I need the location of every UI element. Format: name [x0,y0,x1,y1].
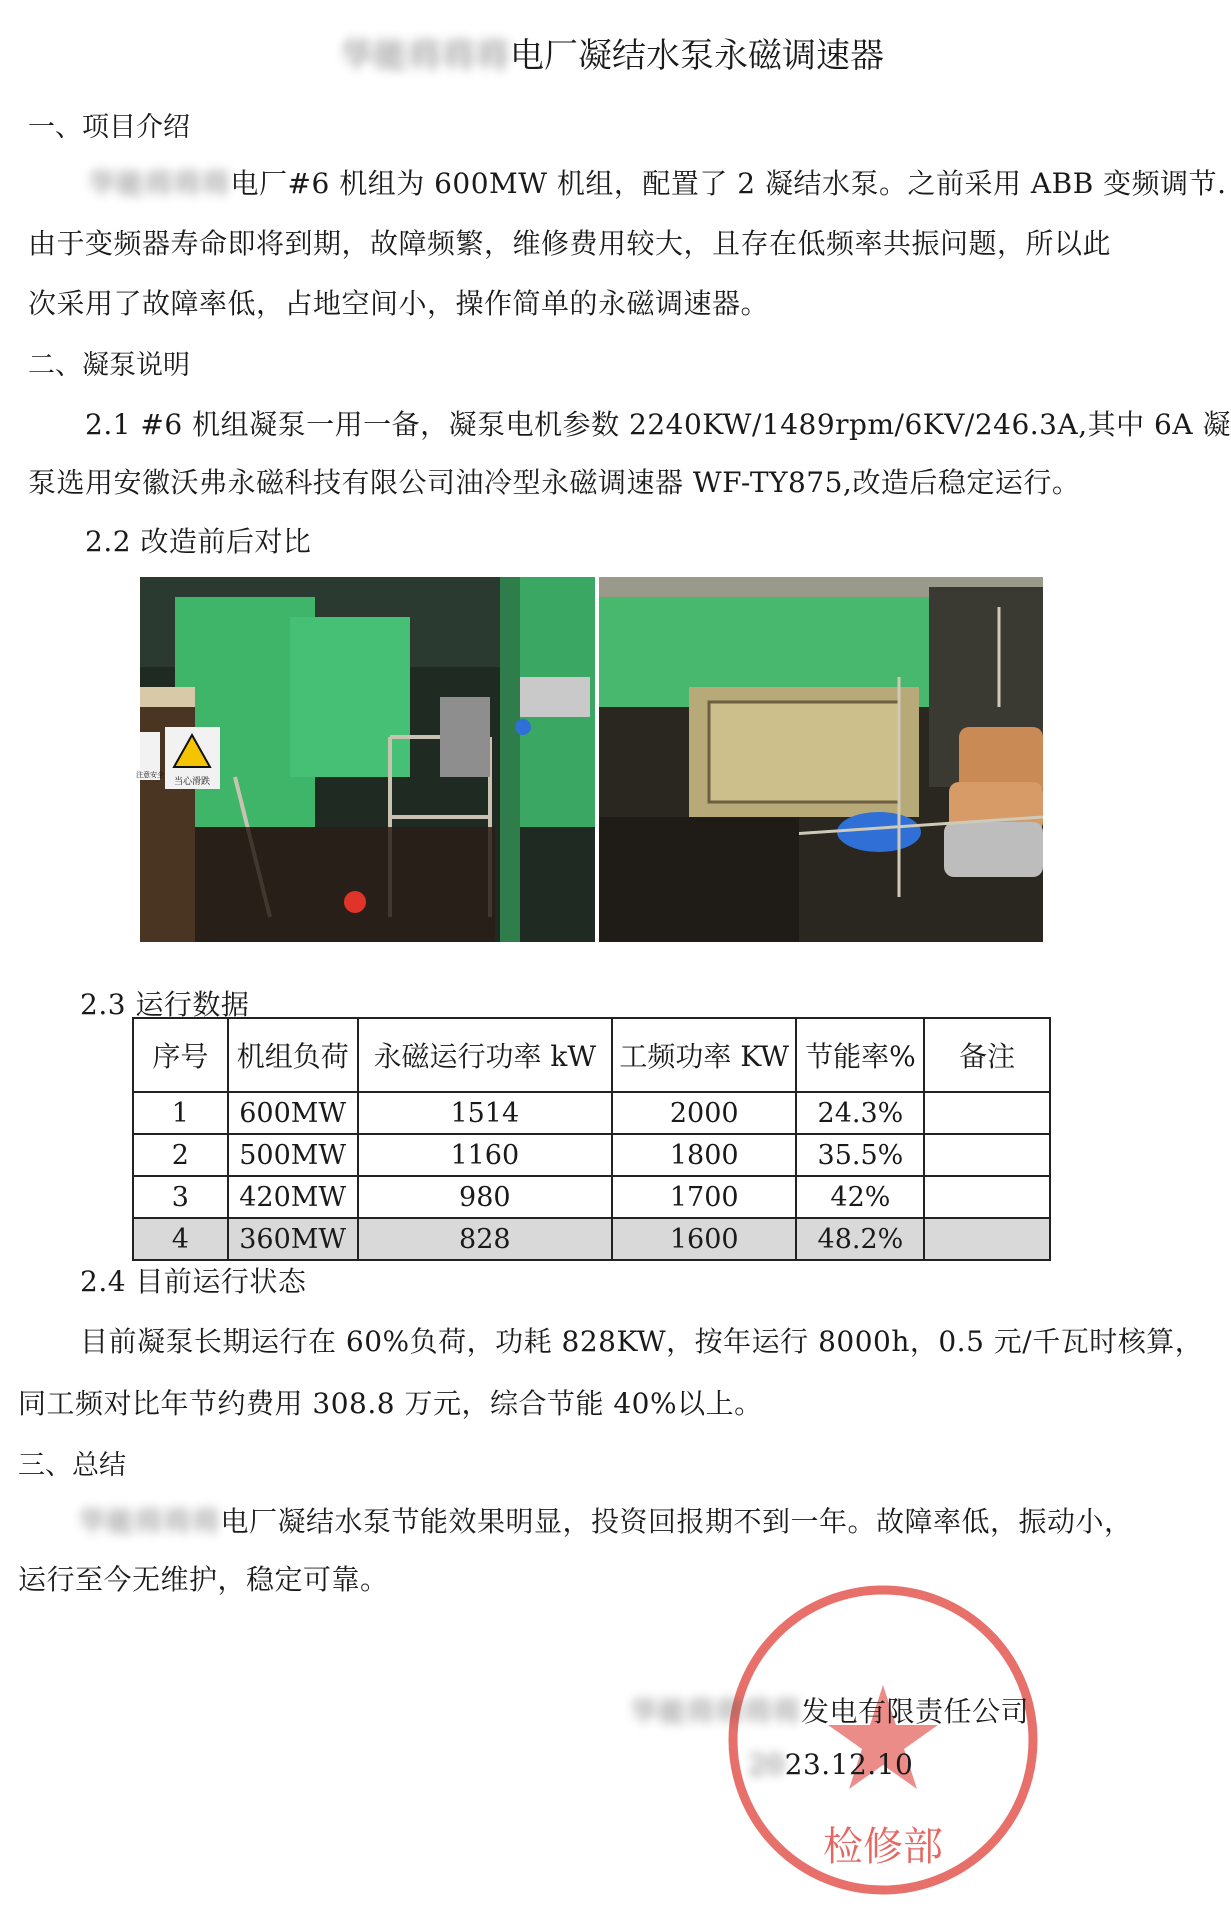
table-cell: 1160 [358,1134,612,1176]
sec2-1-line1: 2.1 #6 机组凝泵一用一备，凝泵电机参数 2240KW/1489rpm/6KV/246.3A,其中 6A 凝 [85,408,1231,441]
sec2-4-heading: 2.4 目前运行状态 [80,1265,307,1298]
section-2-heading: 二、凝泵说明 [28,350,190,381]
photo-after [599,577,1043,942]
sec2-4-line2: 同工频对比年节约费用 308.8 万元，综合节能 40%以上。 [18,1387,763,1420]
page-title: 华能将将将电厂凝结水泵永磁调速器 [340,28,884,77]
company-seal [718,1575,1048,1905]
table-cell: 1 [133,1092,228,1134]
table-cell: 48.2% [796,1218,924,1260]
col-header: 永磁运行功率 kW [358,1018,612,1092]
table-cell: 500MW [228,1134,358,1176]
svg-text:注意安全: 注意安全 [136,771,164,779]
col-header: 备注 [924,1018,1050,1092]
sec1-line1: 华能将将将电厂#6 机组为 600MW 机组，配置了 2 凝结水泵。之前采用 ABB 变频调节. [88,162,1227,202]
svg-text:检修部: 检修部 [823,1824,943,1870]
section-3-heading: 三、总结 [18,1450,126,1481]
table-cell: 420MW [228,1176,358,1218]
sec3-line2: 运行至今无维护，稳定可靠。 [18,1563,389,1596]
table-cell: 4 [133,1218,228,1260]
signature-date: 2023.12.10 [748,1748,914,1781]
table-cell: 600MW [228,1092,358,1134]
table-row [133,1092,1050,1134]
table-cell: 2000 [612,1092,797,1134]
table-cell: 1600 [612,1218,797,1260]
table-row [133,1176,1050,1218]
table-row [133,1218,1050,1260]
redacted-plant-name: 华能将将将 [88,167,231,200]
table-cell: 3 [133,1176,228,1218]
table-cell [924,1092,1050,1134]
photo-before [136,577,595,942]
table-cell [924,1176,1050,1218]
sec2-4-line1: 目前凝泵长期运行在 60%负荷，功耗 828KW，按年运行 8000h，0.5 元/千瓦时核算， [80,1325,1204,1358]
sec1-line2: 由于变频器寿命即将到期，故障频繁，维修费用较大，且存在低频率共振问题，所以此 [28,227,1112,260]
sec1-line3: 次采用了故障率低，占地空间小，操作简单的永磁调速器。 [28,287,770,320]
redacted-plant-name: 华能将将将 [78,1505,221,1538]
sec3-line1: 华能将将将电厂凝结水泵节能效果明显，投资回报期不到一年。故障率低，振动小， [78,1500,1133,1540]
operation-data-table [132,1017,1051,1261]
col-header: 节能率% [796,1018,924,1092]
redacted-company-name: 华能将将将将 [630,1695,802,1728]
table-cell: 828 [358,1218,612,1260]
warning-signs [136,727,220,789]
sec2-3-heading: 2.3 运行数据 [80,988,250,1021]
table-cell: 1800 [612,1134,797,1176]
section-1-heading: 一、项目介绍 [28,112,190,143]
table-header-row [133,1018,1050,1092]
table-cell: 42% [796,1176,924,1218]
redacted-plant-name: 华能将将将 [340,36,510,76]
table-cell: 24.3% [796,1092,924,1134]
redacted-date-prefix: 20 [748,1748,785,1781]
col-header: 序号 [133,1018,228,1092]
table-cell [924,1134,1050,1176]
col-header: 机组负荷 [228,1018,358,1092]
comparison-photos [136,577,1043,942]
photo-after-image [599,577,1043,942]
table-cell: 1514 [358,1092,612,1134]
signature-company: 华能将将将将发电有限责任公司 [630,1690,1029,1730]
photo-before-image [136,577,595,942]
table-cell: 2 [133,1134,228,1176]
sec2-2-heading: 2.2 改造前后对比 [85,525,312,558]
table-cell: 35.5% [796,1134,924,1176]
table-cell [924,1218,1050,1260]
table-cell: 360MW [228,1218,358,1260]
table-cell: 1700 [612,1176,797,1218]
table-row [133,1134,1050,1176]
table-cell: 980 [358,1176,612,1218]
col-header: 工频功率 KW [612,1018,797,1092]
svg-text:当心滑跌: 当心滑跌 [173,777,211,787]
sec2-1-line2: 泵选用安徽沃弗永磁科技有限公司油冷型永磁调速器 WF-TY875,改造后稳定运行。 [28,466,1081,499]
